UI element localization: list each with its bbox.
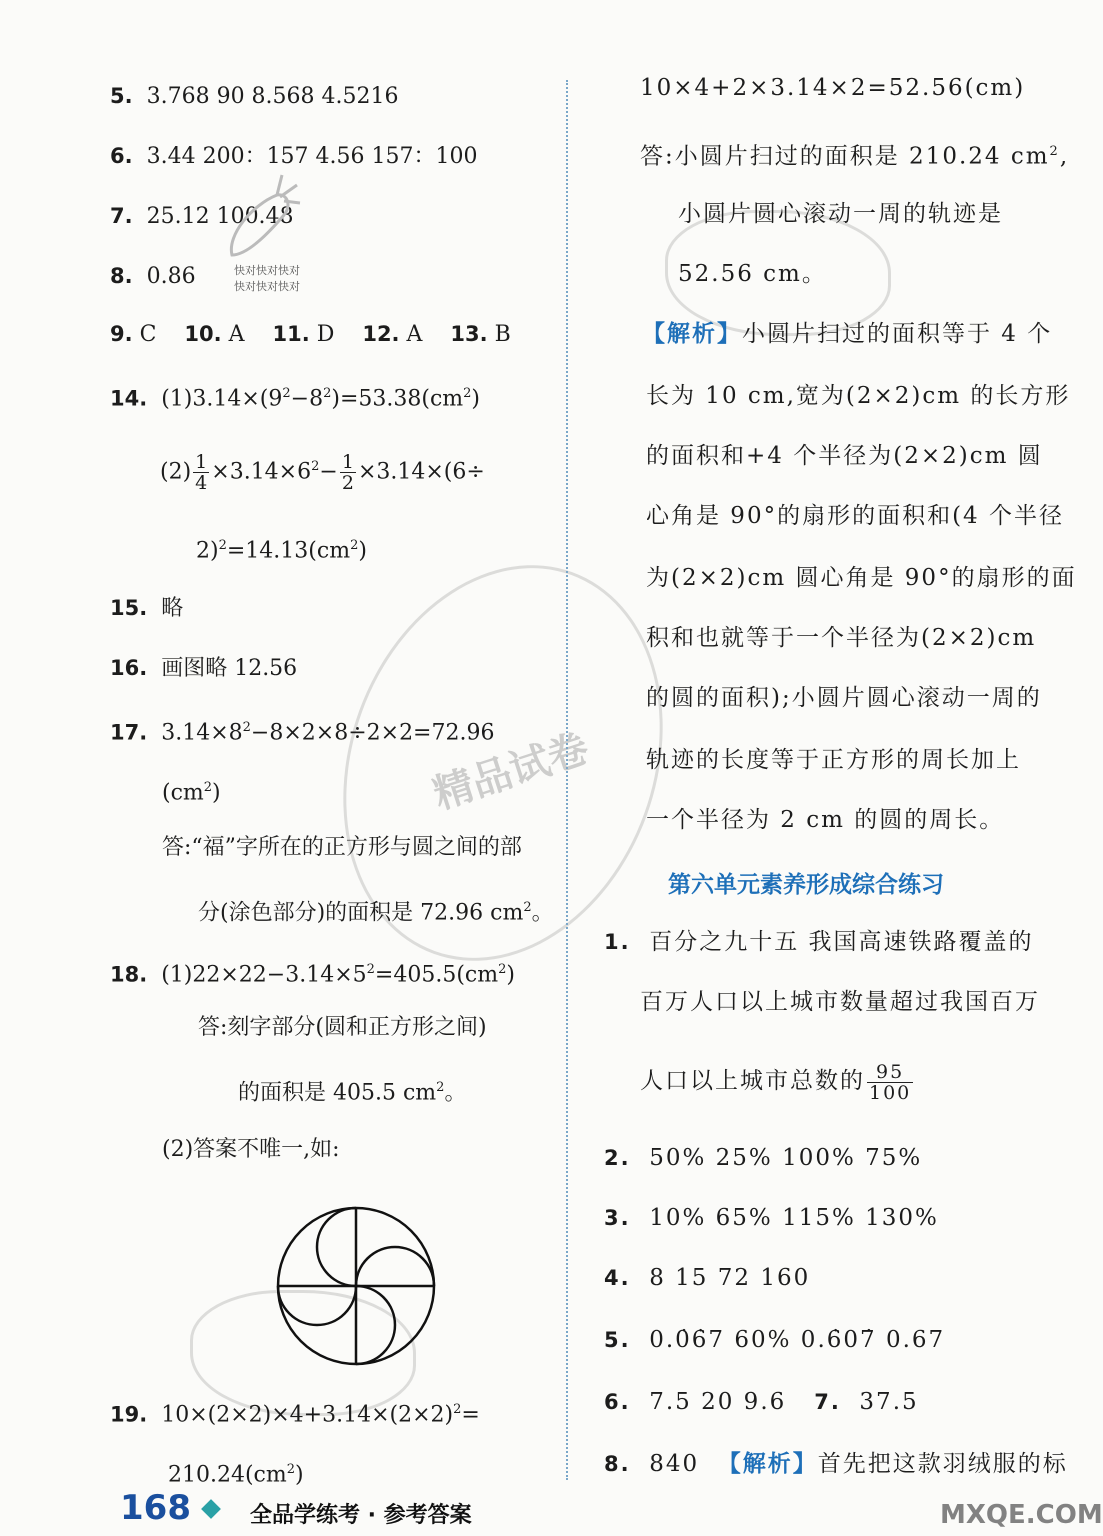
diamond-icon	[201, 1499, 221, 1519]
s5: 5. 0.0̇6̇7 60% 0.6̇07̇ 0.67	[604, 1327, 946, 1353]
right-line-7: 的面积和+4 个半径为(2×2)cm 圆	[646, 443, 1043, 469]
right-answer-line: 答:小圆片扫过的面积是 210.24 $cm^2$,	[640, 143, 1070, 170]
right-line-3: 小圆片圆心滚动一周的轨迹是	[678, 201, 1003, 227]
q6: 6. 3.44 200：157 4.56 157：100	[110, 144, 478, 169]
q17-answer1: 答:“福”字所在的正方形与圆之间的部	[162, 835, 522, 860]
q18-answer1: 答:刻字部分(圆和正方形之间)	[198, 1015, 487, 1040]
q15: 15. 略	[110, 596, 184, 621]
q17-line2: $(cm^2)$	[162, 780, 221, 806]
q7: 7. 25.12 100.48	[110, 204, 294, 229]
s4: 4. 8 15 72 160	[604, 1265, 811, 1291]
right-line-10: 积和也就等于一个半径为(2×2)cm	[646, 625, 1037, 651]
q14-line2: (2) $\frac{1}{4}$ $\times 3.14\times 6^2-$ $\frac{1}{2}$ ×3.14×(6÷	[160, 450, 485, 494]
s1-line1: 1. 百分之九十五 我国高速铁路覆盖的	[604, 929, 1034, 955]
analysis-tag: 【解析】	[642, 321, 742, 347]
stamp-text: 精品试卷	[427, 725, 595, 819]
q8: 8. 0.86	[110, 264, 196, 289]
q19-line1: 19. $10\times(2\times 2)\times 4+3.14\times(2\times 2)^2=$	[110, 1402, 480, 1428]
q19-line2: $210.24(cm^2)$	[168, 1462, 304, 1488]
right-line-4: 52.56 cm。	[678, 261, 827, 287]
q17-line1: 17. $3.14\times 8^2-8\times 2\times 8\div 2\times 2=72.96$	[110, 720, 495, 746]
q18-part2: (2)答案不唯一,如:	[162, 1137, 340, 1162]
book-title: 全品学练考 · 参考答案	[250, 1503, 472, 1528]
s8: 8. 840 【解析】首先把这款羽绒服的标	[604, 1451, 1068, 1477]
q9-13: 9. C 10. A 11. D 12. A 13. B	[110, 322, 511, 347]
s1-line3: 人口以上城市总数的 $\frac{95}{100}$	[640, 1060, 912, 1104]
q14-line1: 14. $(1)3.14\times(9^2-8^2)=53.38(cm^2)$	[110, 386, 481, 412]
right-line-11: 的圆的面积);小圆片圆心滚动一周的	[646, 685, 1042, 711]
right-line-6: 长为 10 cm,宽为(2×2)cm 的长方形	[646, 383, 1071, 409]
s3: 3. 10% 65% 115% 130%	[604, 1205, 939, 1231]
logo-caption-1: 快对快对快对	[234, 264, 300, 277]
pinwheel-circle-figure	[276, 1206, 436, 1366]
right-line-1: 10×4+2×3.14×2=52.56(cm)	[640, 75, 1026, 101]
logo-caption-2: 快对快对快对	[234, 280, 300, 293]
q16: 16. 画图略 12.56	[110, 656, 298, 681]
column-divider	[566, 80, 568, 1480]
s6-7: 6. 7.5 20 9.6 7. 37.5	[604, 1389, 919, 1415]
site-watermark: MXQE.COM	[940, 1500, 1103, 1530]
right-line-13: 一个半径为 2 cm 的圆的周长。	[646, 807, 1005, 833]
page-number: 168	[120, 1488, 191, 1528]
q18-answer2: 的面积是 405.5 $cm^2$。	[238, 1080, 467, 1106]
s1-line2: 百万人口以上城市数量超过我国百万	[640, 989, 1040, 1015]
q5: 5. 3.768 90 8.568 4.5216	[110, 84, 399, 109]
right-line-8: 心角是 90°的扇形的面积和(4 个半径	[646, 503, 1064, 529]
section-heading: 第六单元素养形成综合练习	[668, 872, 944, 898]
q18-line1: 18. $(1)22\times 22-3.14\times 5^2=405.5(cm^2)$	[110, 962, 515, 988]
right-line-9: 为(2×2)cm 圆心角是 90°的扇形的面	[646, 565, 1077, 591]
s2: 2. 50% 25% 100% 75%	[604, 1145, 923, 1171]
q17-answer2: 分(涂色部分)的面积是 72.96 $cm^2$。	[198, 900, 554, 926]
carrot-logo-icon	[222, 165, 302, 265]
right-analysis-start: 【解析】小圆片扫过的面积等于 4 个	[642, 321, 1053, 347]
q14-line3: $2)^2=14.13(cm^2)$	[196, 538, 367, 564]
right-line-12: 轨迹的长度等于正方形的周长加上	[646, 747, 1021, 773]
